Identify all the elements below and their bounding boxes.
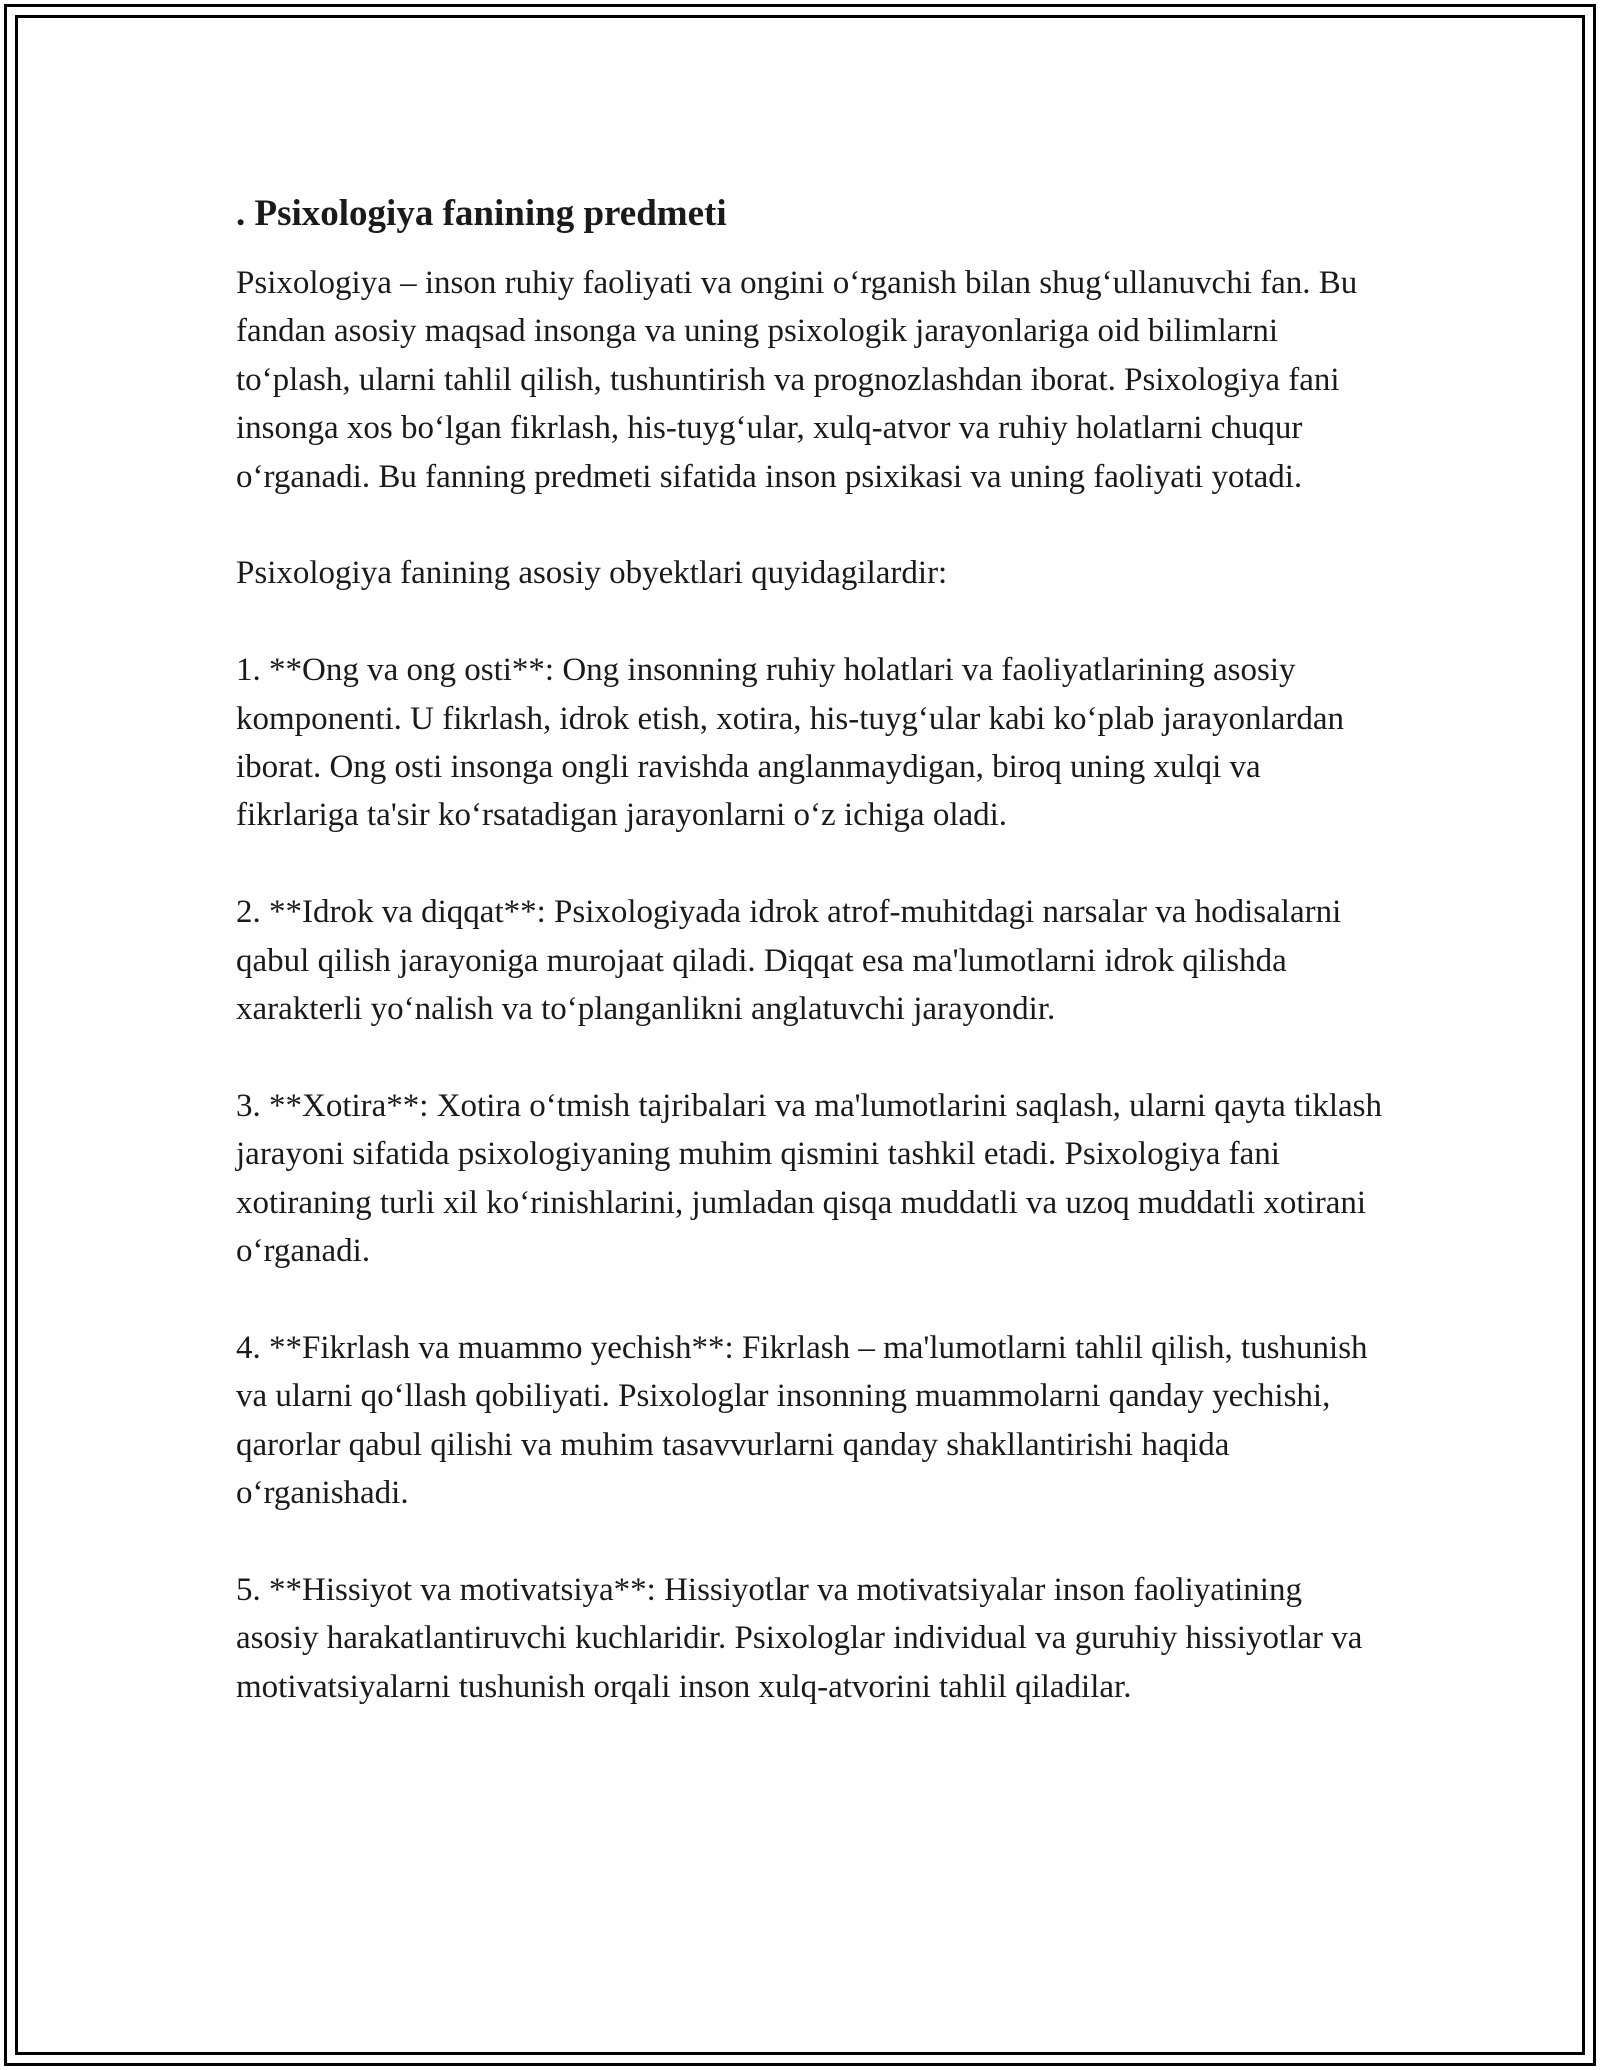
list-item-xotira: 3. **Xotira**: Xotira o‘tmish tajribalari va ma'lumotlarini saqlash, ularni qayta tiklash jarayoni sifatida psixologiyaning muhim qismini tashkil etadi. Psixologiya fani xotiraning turli xil ko‘rinishlarini, jumladan qisqa muddatli va uzoq muddatli xotirani o‘rganadi. — [236, 1087, 1383, 1270]
list-item-fikrlash: 4. **Fikrlash va muammo yechish**: Fikrlash – ma'lumotlarni tahlil qilish, tushunish va ularni qo‘llash qobiliyati. Psixologlar insonning muammolarni qanday yechishi, qarorlar qabul qilishi va muhim tasavvurlarni qanday shakllantirishi haqida o‘rganishadi. — [236, 1329, 1368, 1512]
objects-lead-paragraph: Psixologiya fanining asosiy obyektlari quyidagilardir: — [236, 555, 948, 592]
document-body — [236, 186, 1386, 1711]
list-item-idrok: 2. **Idrok va diqqat**: Psixologiyada idrok atrof-muhitdagi narsalar va hodisalarni qabul qilish jarayoniga murojaat qiladi. Diqqat esa ma'lumotlarni idrok qilishda xarakterli yo‘nalish va to‘planganlikni anglatuvchi jarayondir. — [236, 894, 1342, 1028]
intro-paragraph: Psixologiya – inson ruhiy faoliyati va ongini o‘rganish bilan shug‘ullanuvchi fan. Bu fandan asosiy maqsad insonga va uning psixologik jarayonlariga oid bilimlarni to‘plash, ularni tahlil qilish, tushuntirish va prognozlashdan iborat. Psixologiya fani insonga xos bo‘lgan fikrlash, his-tuyg‘ular, xulq-atvor va ruhiy holatlarni chuqur o‘rganadi. Bu fanning predmeti sifatida inson psixikasi va uning faoliyati yotadi. — [236, 265, 1358, 495]
list-item-hissiyot: 5. **Hissiyot va motivatsiya**: Hissiyotlar va motivatsiyalar inson faoliyatining asosiy harakatlantiruvchi kuchlaridir. Psixologlar individual va guruhiy hissiyotlar va motivatsiyalarni tushunish orqali inson xulq-atvorini tahlil qiladilar. — [236, 1571, 1363, 1705]
list-item-ong: 1. **Ong va ong osti**: Ong insonning ruhiy holatlari va faoliyatlarining asosiy komponenti. U fikrlash, idrok etish, xotira, his-tuyg‘ular kabi ko‘plab jarayonlardan iborat. Ong osti insonga ongli ravishda anglanmaydigan, biroq uning xulqi va fikrlariga ta'sir ko‘rsatadigan jarayonlarni o‘z ichiga oladi. — [236, 652, 1344, 834]
document-title: . Psixologiya fanining predmeti — [236, 193, 727, 234]
